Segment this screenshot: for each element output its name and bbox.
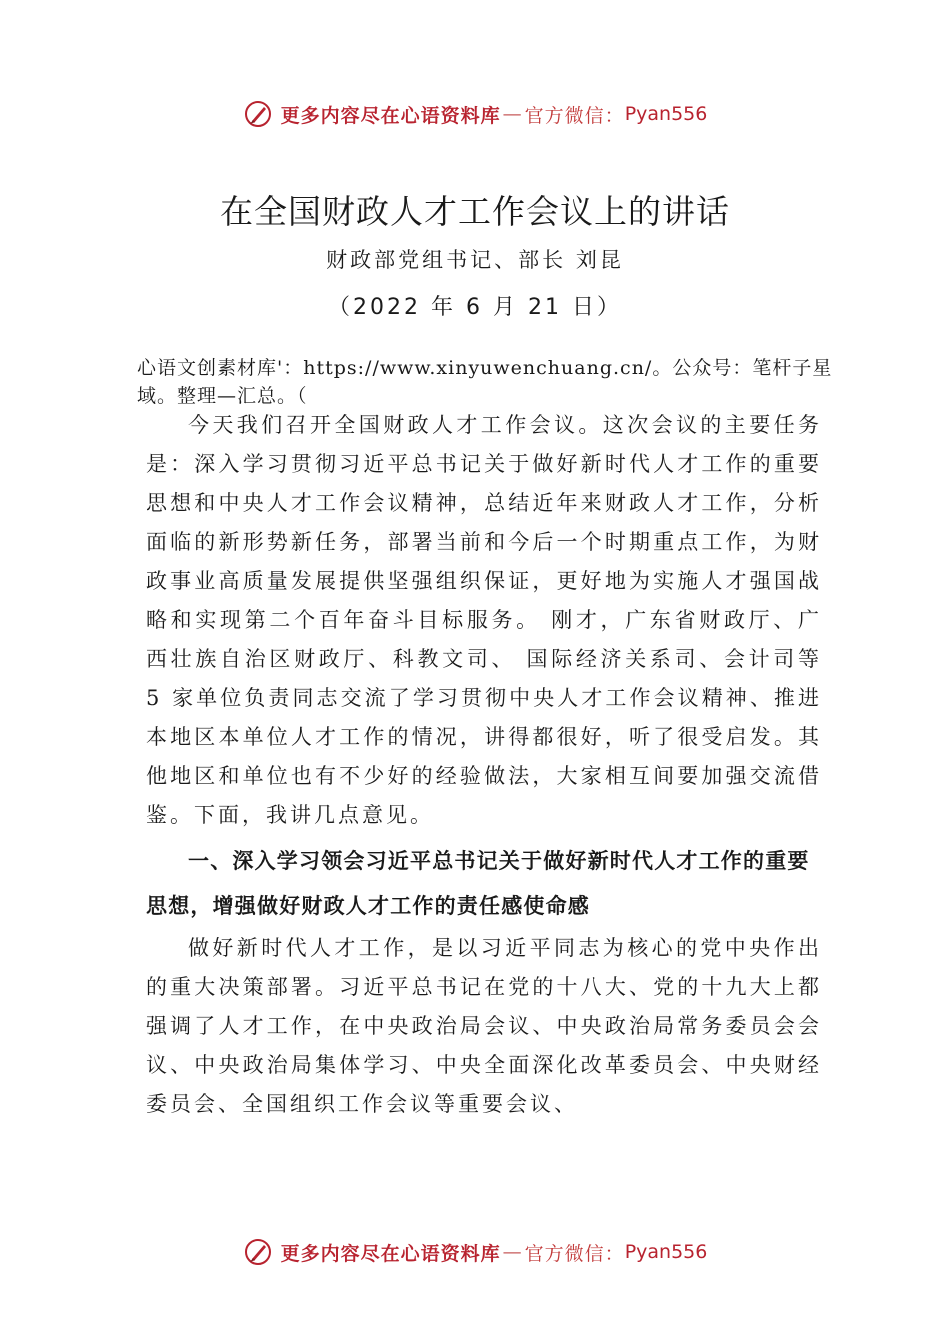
header-watermark [0,96,950,132]
intro-paragraph: 今天我们召开全国财政人才工作会议。这次会议的主要任务是：深入学习贯彻习近平总书记关于做好新时代人才工作的重要思想和中央人才工作会议精神，总结近年来财政人才工作，分析面临的新形势新任务，部署当前和今后一个时期重点工作，为财政事业高质量发展提供坚强组织保证，更好地为实施人才强国战略和实现第二个百年奋斗目标服务。 刚才，广东省财政厅、广西壮族自治区财政厅、科教文司、 国际经济关系司、会计司等 5 家单位负责同志交流了学习贯彻中央人才工作会议精神、推进本地区本单位人才工作的情况，讲得都很好，听了很受启发。其他地区和单位也有不少好的经验做法，大家相互间要加强交流借鉴。下面，我讲几点意见。 [146,413,822,827]
watermark-wechat-id: Pyan556 [624,103,708,125]
source-note: 心语文创素材库'：https://www.xinyuwenchuang.cn/。公众号：笔杆子星域。整理—汇总。（ [137,357,833,407]
watermark-label: 官方微信： [524,104,625,127]
watermark-text: 更多内容尽在心语资料库 [280,1242,501,1265]
watermark-label: 官方微信： [524,1242,625,1265]
document-author: 财政部党组书记、部长 刘昆 [326,248,624,272]
watermark-separator: — [502,1241,523,1263]
document-body [146,406,822,1124]
watermark-text: 更多内容尽在心语资料库 [280,104,501,127]
section-paragraph: 做好新时代人才工作，是以习近平同志为核心的党中央作出的重大决策部署。习近平总书记在党的十八大、党的十九大上都强调了人才工作，在中央政治局会议、中央政治局常务委员会会议、中央政治局集体学习、中央全面深化改革委员会、中央财经委员会、全国组织工作会议等重要会议、 [146,936,822,1116]
document-date: （2022 年 6 月 21 日） [328,295,622,320]
document-title: 在全国财政人才工作会议上的讲话 [220,192,730,231]
watermark-wechat-id: Pyan556 [624,1241,708,1263]
watermark-separator: — [502,103,523,125]
quill-pen-logo-icon [243,99,273,129]
quill-pen-logo-icon [243,1237,273,1267]
section-heading: 一、深入学习领会习近平总书记关于做好新时代人才工作的重要思想，增强做好财政人才工作的责任感使命感 [146,849,810,918]
footer-watermark [0,1234,950,1270]
